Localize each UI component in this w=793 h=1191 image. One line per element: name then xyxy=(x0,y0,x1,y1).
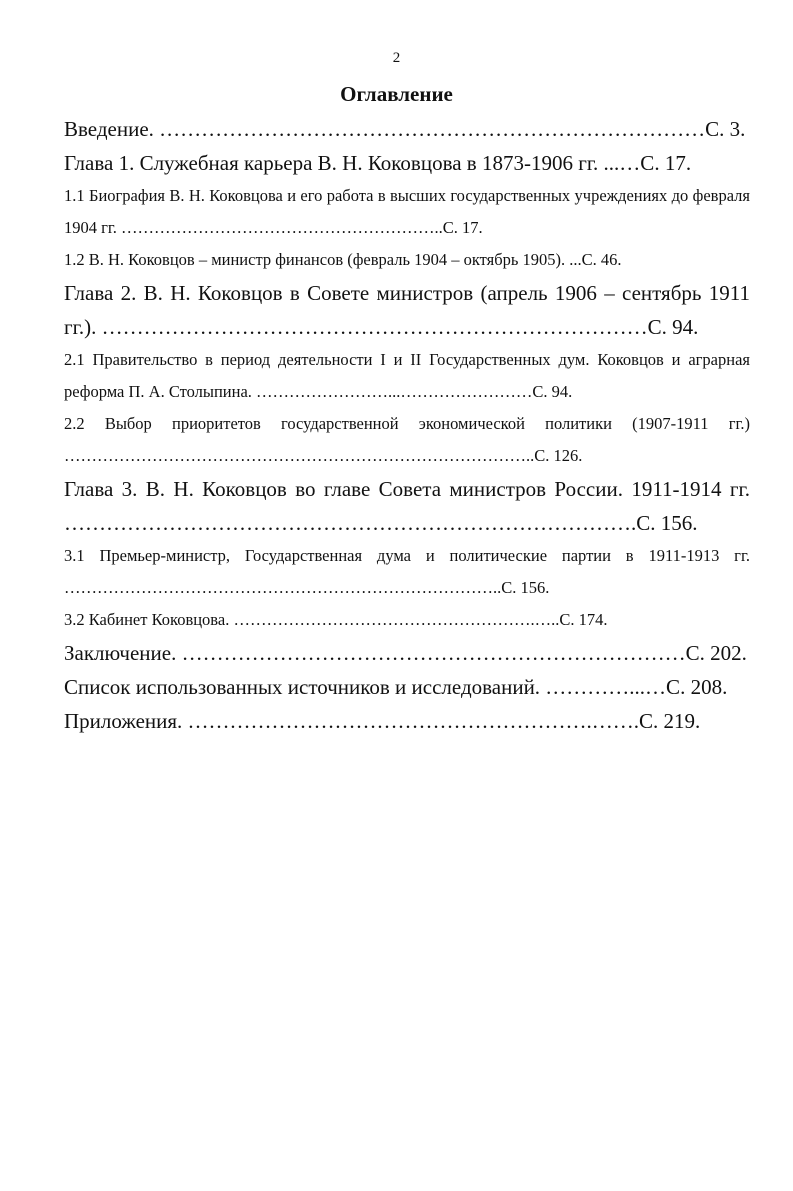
page-title: Оглавление xyxy=(340,82,453,106)
toc-entry-conclusion[interactable]: Заключение. ………………………………………………………………С. 202. xyxy=(64,641,747,665)
toc-entry-introduction[interactable]: Введение. ……………………………………………………………………С. 3. xyxy=(64,117,746,141)
toc-entry-section-3-1[interactable]: 3.1 Премьер-министр, Государственная дума и политические партии в 1911-1913 гг. ……………………………………………………………………..С. 156. xyxy=(64,546,750,597)
toc-entry-section-3-2[interactable]: 3.2 Кабинет Коковцова. ……………………………………………….…..С. 174. xyxy=(64,610,608,629)
toc-entry-section-2-2[interactable]: 2.2 Выбор приоритетов государственной экономической политики (1907-1911 гг.) …………………………………………………………………………..С. 126. xyxy=(64,414,750,465)
toc-entry-section-1-1[interactable]: 1.1 Биография В. Н. Коковцова и его работа в высших государственных учреждениях до февраля 1904 гг. …………………………………………………..С. 17. xyxy=(64,186,750,237)
toc-entry-section-2-1[interactable]: 2.1 Правительство в период деятельности I и II Государственных дум. Коковцов и аграрная реформа П. А. Столыпина. ……………………...……………………С. 94. xyxy=(64,350,750,401)
toc-entry-chapter-2[interactable]: Глава 2. В. Н. Коковцов в Совете министров (апрель 1906 – сентябрь 1911 гг.). ……………………………………………………………………С. 94. xyxy=(64,281,750,339)
toc-entry-appendices[interactable]: Приложения. ………………………………………………….…….С. 219. xyxy=(64,709,701,733)
toc-entry-chapter-3[interactable]: Глава 3. В. Н. Коковцов во главе Совета министров России. 1911-1914 гг. ……………………………………………………………………….С. 156. xyxy=(64,477,750,535)
page-number: 2 xyxy=(392,50,401,66)
toc-entry-sources[interactable]: Список использованных источников и исследований. …………...…С. 208. xyxy=(64,675,728,699)
toc-entry-section-1-2[interactable]: 1.2 В. Н. Коковцов – министр финансов (февраль 1904 – октябрь 1905). ...С. 46. xyxy=(64,250,622,269)
table-of-contents xyxy=(64,112,750,738)
toc-entry-chapter-1[interactable]: Глава 1. Служебная карьера В. Н. Коковцова в 1873-1906 гг. ...…С. 17. xyxy=(64,151,692,175)
